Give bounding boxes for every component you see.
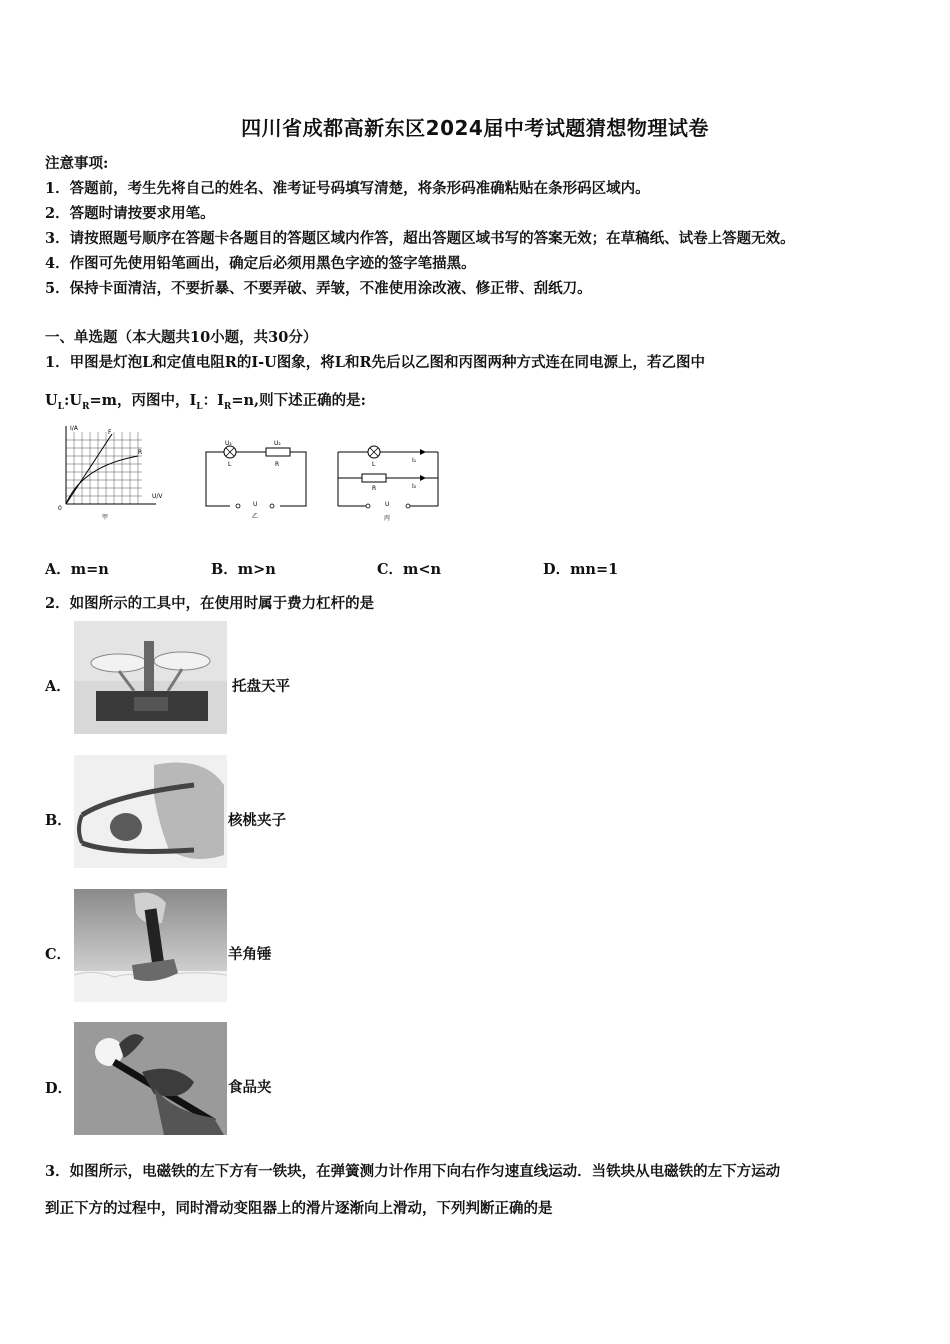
fig-yi-label: 乙 <box>252 513 259 520</box>
axis-u-label: U/V <box>152 493 163 500</box>
u-label: U <box>253 501 258 508</box>
page-title: 四川省成都高新东区2024届中考试题猜想物理试卷 <box>241 116 709 140</box>
origin-label: 0 <box>58 505 62 512</box>
notice-item: 3．请按照题号顺序在答题卡各题目的答题区域内作答，超出答题区域书写的答案无效；在草稿纸、试卷上答题无效。 <box>45 230 795 247</box>
notice-item: 4．作图可先使用铅笔画出，确定后必须用黑色字迹的签字笔描黑。 <box>45 255 476 272</box>
q2-option-b-text: 核桃夹子 <box>228 812 286 829</box>
nutcracker-image <box>74 755 227 868</box>
q2-option-d-label[interactable]: D． <box>45 1080 73 1097</box>
q1-stem-line2: $U_L:U_R=m$，丙图中，$I_L$：$I_R=n$,则下述正确的是: <box>45 392 366 412</box>
q1-stem-line1: 1．甲图是灯泡L和定值电阻R的I-U图象，将L和R先后以乙图和丙图两种方式连在同电源上，若乙图中 <box>45 354 706 371</box>
notice-item: 1．答题前，考生先将自己的姓名、准考证号码填写清楚，将条形码准确粘贴在条形码区域内。 <box>45 180 650 197</box>
notice-heading: 注意事项: <box>45 155 109 172</box>
lamp-l-label: L <box>228 461 232 468</box>
ul-label: U₁ <box>225 440 232 447</box>
fig-jia-label: 甲 <box>102 514 109 521</box>
parallel-circuit <box>332 440 447 524</box>
q1-option-a[interactable]: A．m=n <box>45 561 109 578</box>
i1-label: I₁ <box>412 457 417 464</box>
q2-option-b-label[interactable]: B． <box>45 812 72 829</box>
q2-stem: 2．如图所示的工具中，在使用时属于费力杠杆的是 <box>45 595 375 612</box>
ur-label: U₂ <box>274 440 281 447</box>
axis-i-label: I/A <box>70 425 78 432</box>
notice-item: 2．答题时请按要求用笔。 <box>45 205 215 222</box>
q2-option-d-text: 食品夹 <box>228 1079 272 1096</box>
series-circuit <box>200 436 315 522</box>
curve-r-label: R <box>138 449 143 456</box>
i2-label: I₂ <box>412 483 417 490</box>
curve-f-label: F <box>108 429 112 436</box>
hammer-image <box>74 889 227 1002</box>
q2-option-c-text: 羊角锤 <box>228 946 272 963</box>
fig-bing-label: 丙 <box>384 515 391 522</box>
lamp-l-label-2: L <box>372 461 376 468</box>
section-heading: 一、单选题（本大题共10小题，共30分） <box>45 329 318 346</box>
tongs-image <box>74 1022 227 1135</box>
balance-image <box>74 621 227 734</box>
resistor-r-label: R <box>275 461 280 468</box>
q1-option-c[interactable]: C．m<n <box>377 561 442 578</box>
q3-stem-line2: 到正下方的过程中，同时滑动变阻器上的滑片逐渐向上滑动，下列判断正确的是 <box>45 1200 553 1217</box>
notice-item: 5．保持卡面清洁，不要折暴、不要弄破、弄皱，不准使用涂改液、修正带、刮纸刀。 <box>45 280 592 297</box>
q2-option-c-label[interactable]: C． <box>45 946 72 963</box>
q2-option-a-label[interactable]: A． <box>45 678 71 695</box>
q2-option-a-text: 托盘天平 <box>232 678 290 695</box>
q3-stem-line1: 3．如图所示，电磁铁的左下方有一铁块，在弹簧测力计作用下向右作匀速直线运动．当铁块从电磁铁的左下方运动 <box>45 1163 781 1180</box>
q1-option-d[interactable]: D．mn=1 <box>543 561 619 578</box>
resistor-r-label-2: R <box>372 485 377 492</box>
q1-option-b[interactable]: B．m>n <box>211 561 276 578</box>
u-label-2: U <box>385 501 390 508</box>
iu-graph <box>52 422 177 522</box>
